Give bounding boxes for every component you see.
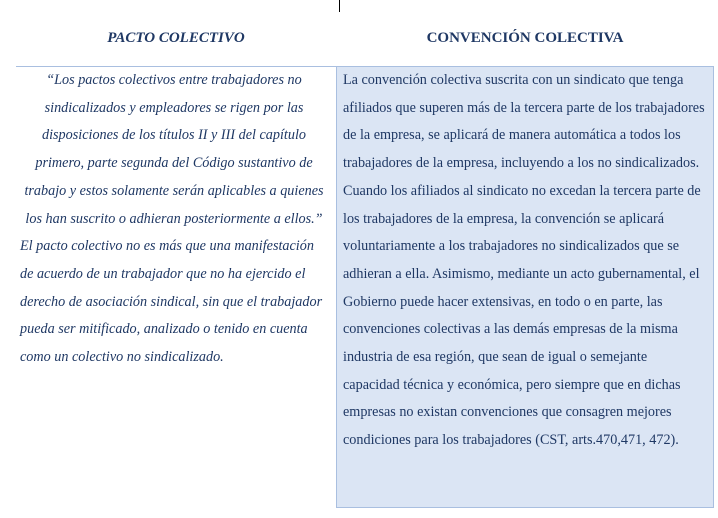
pacto-paragraph: El pacto colectivo no es más que una manifestación de acuerdo de un trabajador que no ha ejercido el derecho de asociación sindical, sin que el trabajador pueda ser mitificado, analizado o tenido en cuenta como un colectivo no sindicalizado. (20, 238, 323, 366)
pacto-quote: “Los pactos colectivos entre trabajadores no sindicalizados y empleadores se rigen por las disposiciones de los títulos II y III del capítulo primero, parte segunda del Código sustantivo de trabajo y estos solamente serán aplicables a quienes los han suscrito o adhieran posteriormente a ellos.” (24, 72, 324, 227)
convencion-paragraph: La convención colectiva suscrita con un sindicato que tenga afiliados que superen más de la tercera parte de los trabajadores de la empresa, se aplicará de manera automática a todos los trabajadores de la empresa, incluyendo a los no sindicalizados. Cuando los afiliados al sindicato no excedan la tercera parte de los trabajadores de la empresa, la convención se aplicará voluntariamente a los trabajadores no sindicalizados que se adhieran a ella. Asimismo, mediante un acto gubernamental, el Gobierno puede hacer extensivas, en todo o en parte, las convenciones colectivas a las demás empresas de la misma industria de esa región, que sean de igual o semejante capacidad técnica y económica, pero siempre que en dichas empresas no existan convenciones que consagren mejores condiciones para los trabajadores (CST, arts.470,471, 472). (343, 72, 705, 449)
header-pacto-colectivo: PACTO COLECTIVO (107, 30, 245, 46)
table-header-row (16, 30, 714, 52)
pacto-colectivo-cell (16, 66, 336, 506)
header-convencion-colectiva: CONVENCIÓN COLECTIVA (426, 30, 624, 46)
convencion-colectiva-cell (336, 66, 714, 508)
text-cursor (339, 0, 340, 12)
